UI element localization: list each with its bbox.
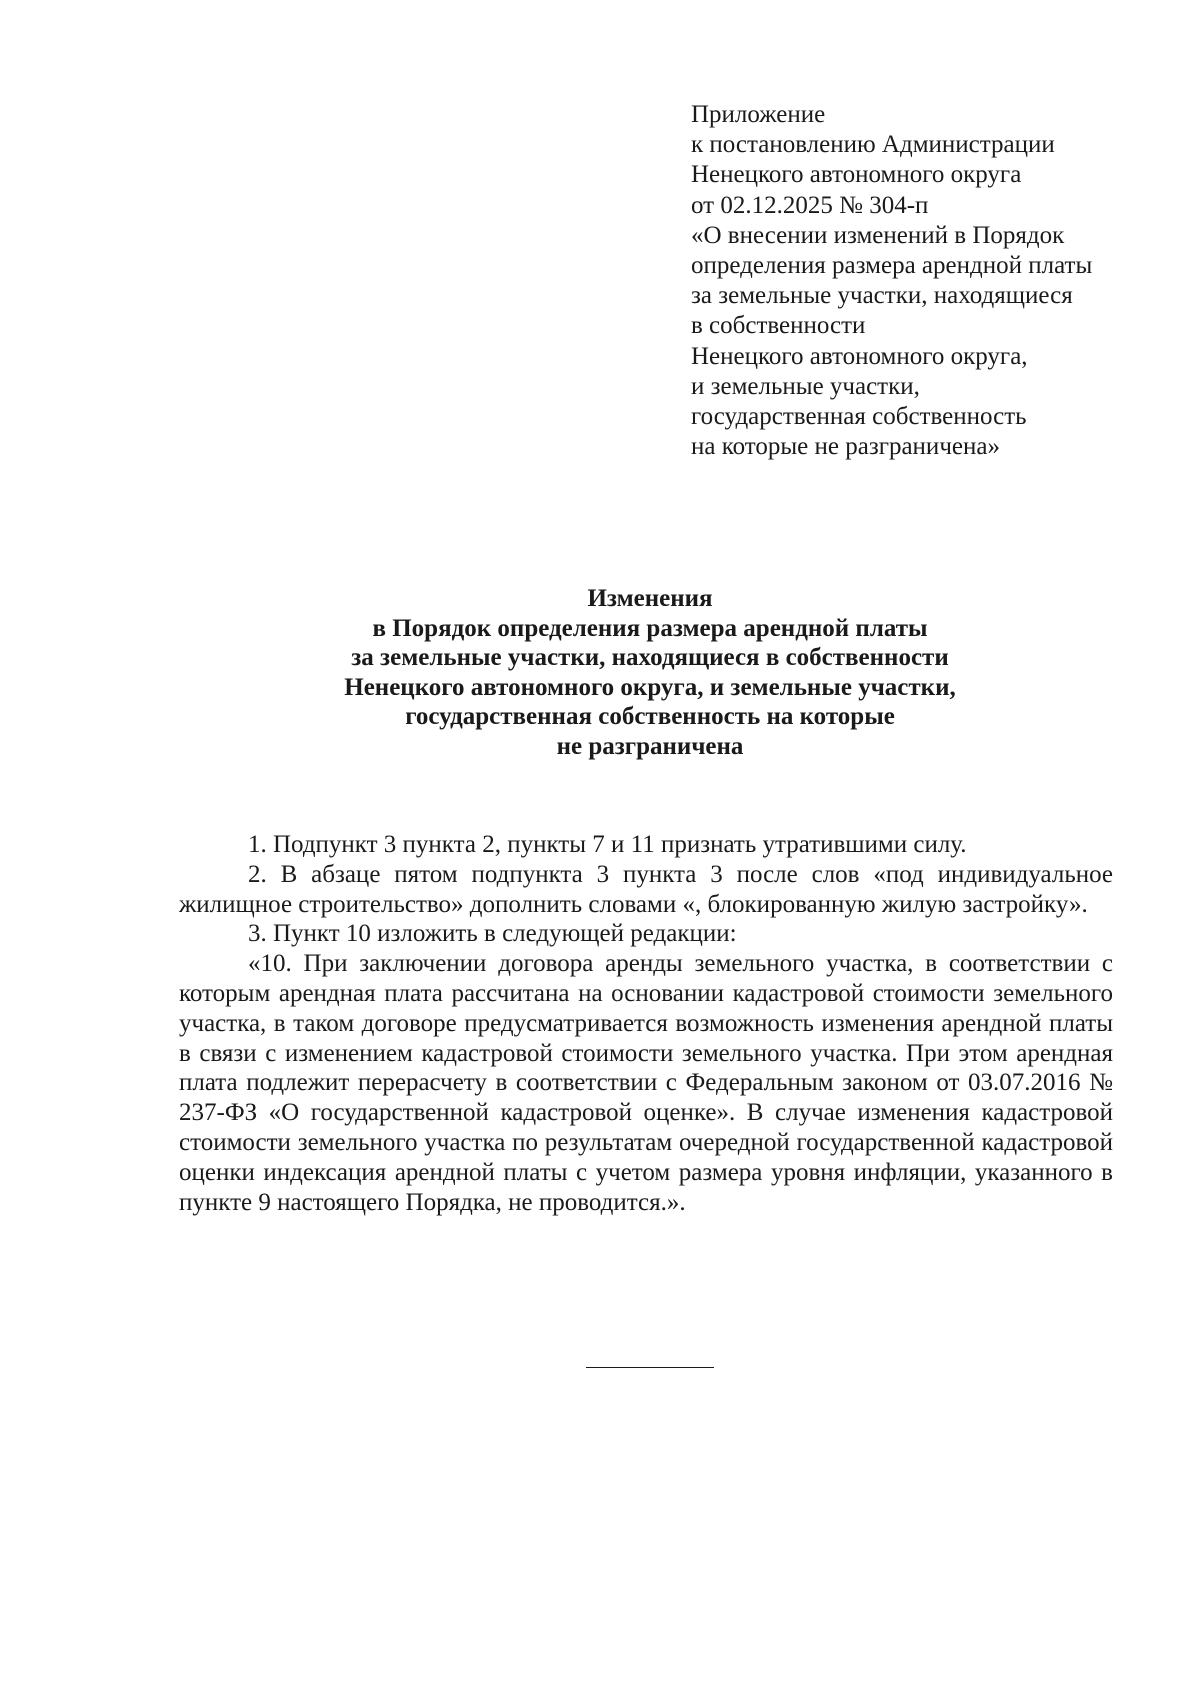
title-line: не разграничена (556, 732, 744, 760)
appendix-line: государственная собственность (691, 403, 1027, 431)
appendix-line: за земельные участки, находящиеся (691, 282, 1073, 310)
appendix-line: Приложение (691, 101, 826, 128)
appendix-line: и земельные участки, (691, 372, 920, 400)
title-line: государственная собственность на которые (405, 703, 895, 730)
body-paragraph: 2. В абзаце пятом подпункта 3 пункта 3 после слов «под индивидуальное жилищное строительство» дополнить словами «, блокированную жилую застройку». (179, 860, 1113, 918)
appendix-line: от 02.12.2025 № 304-п (691, 191, 929, 219)
appendix-line: определения размера арендной платы (691, 252, 1093, 280)
title-line: Изменения (587, 585, 713, 612)
appendix-block (691, 100, 1151, 462)
appendix-line: в собственности (691, 312, 866, 340)
appendix-line: Ненецкого автономного округа, (691, 342, 1028, 370)
appendix-line: на которые не разграничена» (691, 433, 1000, 461)
document-title (160, 584, 1140, 761)
body-paragraph: 1. Подпункт 3 пункта 2, пункты 7 и 11 признать утратившими силу. (248, 831, 967, 858)
document-body (179, 830, 1113, 1217)
body-paragraph: 3. Пункт 10 изложить в следующей редакции: (248, 920, 737, 948)
title-line: Ненецкого автономного округа, и земельные участки, (344, 673, 956, 701)
body-paragraph: «10. При заключении договора аренды земельного участка, в соответствии с которым арендная плата рассчитана на основании кадастровой стоимости земельного участка, в таком договоре предусматривается возможность изменения арендной платы в связи с изменением кадастровой стоимости земельного участка. При этом арендная плата подлежит перерасчету в соответствии с Федеральным законом от 03.07.2016 № 237-ФЗ «О государственной кадастровой оценке». В случае изменения кадастровой стоимости земельного участка по результатам очередной государственной кадастровой оценки индексация арендной платы с учетом размера уровня инфляции, указанного в пункте 9 настоящего Порядка, не проводится.». (179, 950, 1113, 1216)
appendix-line: к постановлению Администрации (691, 131, 1055, 159)
appendix-line: Ненецкого автономного округа (691, 161, 1022, 189)
title-line: в Порядок определения размера арендной платы (372, 614, 928, 642)
appendix-line: «О внесении изменений в Порядок (691, 221, 1065, 249)
end-separator-line (586, 1367, 714, 1368)
title-line: за земельные участки, находящиеся в собственности (351, 644, 949, 671)
